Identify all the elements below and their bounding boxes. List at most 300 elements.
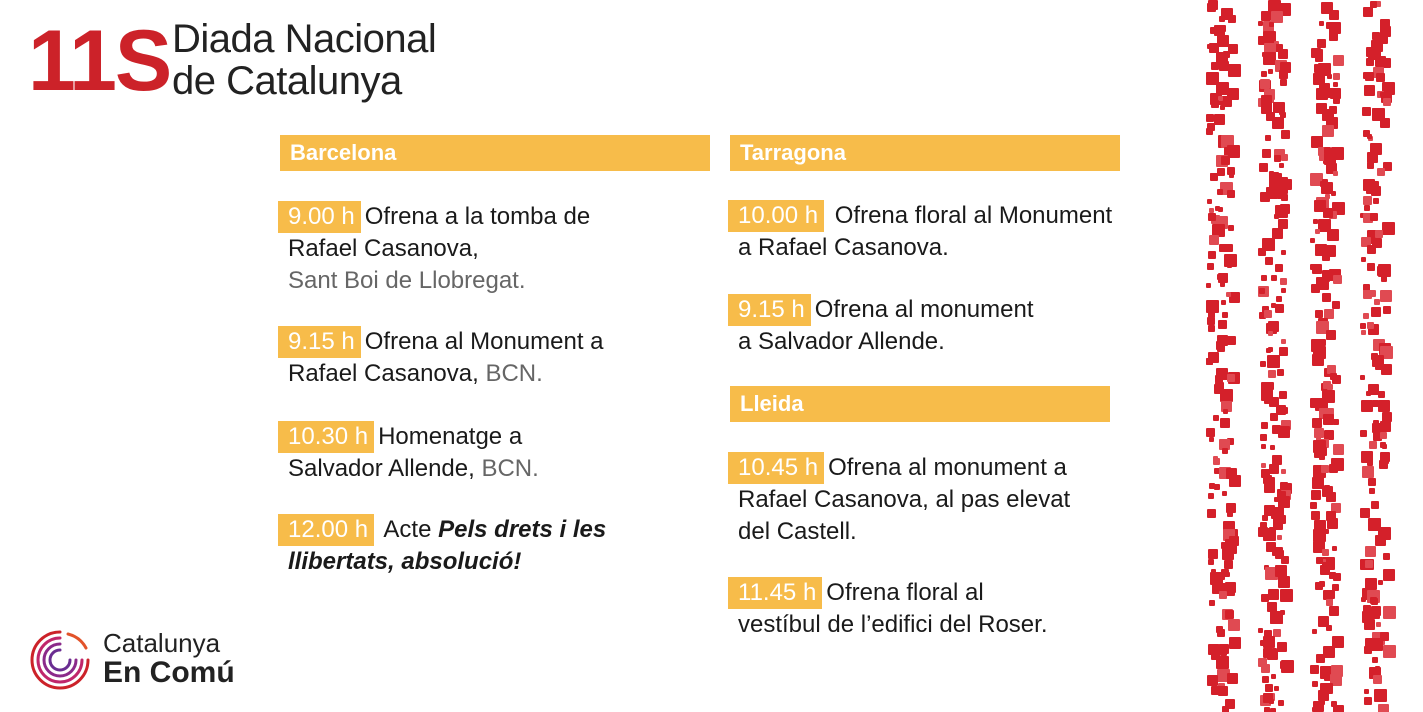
pattern-square	[1374, 299, 1380, 305]
pattern-square	[1361, 330, 1366, 335]
pattern-square	[1214, 114, 1225, 125]
pattern-square	[1264, 310, 1272, 318]
pattern-square	[1211, 100, 1219, 108]
pattern-square	[1371, 610, 1380, 619]
pattern-square	[1379, 460, 1388, 469]
pattern-square	[1213, 415, 1219, 421]
pattern-square	[1371, 307, 1381, 317]
pattern-square	[1327, 365, 1336, 374]
pattern-square	[1221, 156, 1230, 165]
pattern-square	[1207, 44, 1212, 49]
pattern-square	[1227, 511, 1233, 517]
pattern-square	[1227, 190, 1235, 198]
event-text: Rafael Casanova, al pas elevat	[738, 486, 1071, 513]
pattern-square	[1366, 58, 1374, 66]
pattern-square	[1278, 576, 1290, 588]
event-text: Rafael Casanova,	[288, 235, 479, 262]
pattern-square	[1209, 208, 1214, 213]
pattern-square	[1258, 248, 1266, 256]
event-time: 10.00 h	[728, 200, 824, 232]
pattern-square	[1208, 251, 1216, 259]
pattern-square	[1329, 32, 1338, 41]
pattern-square	[1319, 454, 1325, 460]
pattern-square	[1375, 56, 1386, 67]
pattern-square	[1269, 0, 1281, 12]
pattern-square	[1278, 49, 1288, 59]
pattern-square	[1209, 483, 1215, 489]
event-item	[288, 326, 604, 390]
pattern-square	[1371, 186, 1381, 196]
pattern-square	[1367, 152, 1378, 163]
pattern-square	[1208, 559, 1214, 565]
pattern-square	[1364, 646, 1372, 654]
event-item	[288, 421, 539, 485]
pattern-square	[1262, 52, 1267, 57]
pattern-square	[1271, 674, 1276, 679]
pattern-square	[1261, 594, 1269, 602]
event-time: 9.00 h	[278, 201, 361, 233]
event-time: 10.30 h	[278, 421, 374, 453]
pattern-square	[1383, 553, 1390, 560]
pattern-square	[1365, 560, 1373, 568]
pattern-square	[1227, 374, 1235, 382]
pattern-square	[1381, 364, 1392, 375]
pattern-square	[1324, 674, 1331, 681]
pattern-square	[1316, 55, 1323, 62]
pattern-square	[1328, 116, 1334, 122]
pattern-square	[1326, 22, 1333, 29]
pattern-square	[1370, 213, 1378, 221]
event-place: Sant Boi de Llobregat.	[288, 267, 526, 294]
pattern-square	[1206, 428, 1215, 437]
pattern-square	[1373, 198, 1379, 204]
event-text: a Rafael Casanova.	[738, 234, 949, 261]
pattern-square	[1383, 569, 1395, 581]
pattern-square	[1326, 492, 1336, 502]
event-item	[738, 200, 1112, 264]
pattern-square	[1372, 657, 1378, 663]
pattern-square	[1367, 162, 1374, 169]
pattern-square	[1275, 522, 1283, 530]
pattern-square	[1280, 79, 1287, 86]
pattern-square	[1264, 505, 1275, 516]
pattern-square	[1360, 375, 1365, 380]
pattern-square	[1226, 292, 1231, 297]
pattern-square	[1325, 486, 1330, 491]
pattern-square	[1361, 400, 1373, 412]
pattern-square	[1269, 171, 1274, 176]
pattern-square	[1278, 122, 1284, 128]
pattern-square	[1269, 464, 1279, 474]
pattern-square	[1220, 389, 1233, 402]
spiral-logo-icon	[28, 628, 92, 692]
logo-text-line2: En Comú	[103, 656, 235, 689]
pattern-square	[1277, 642, 1287, 652]
pattern-square	[1214, 25, 1225, 36]
pattern-square	[1270, 708, 1276, 712]
pattern-square	[1222, 448, 1228, 454]
event-item	[738, 577, 1048, 641]
pattern-square	[1363, 284, 1370, 291]
pattern-square	[1362, 466, 1374, 478]
pattern-square	[1274, 155, 1281, 162]
event-title: llibertats, absolució!	[288, 548, 522, 575]
pattern-square	[1278, 700, 1284, 706]
pattern-square	[1366, 47, 1376, 57]
pattern-square	[1281, 556, 1289, 564]
event-text: Ofrena al monument	[814, 296, 1034, 323]
pattern-square	[1221, 300, 1226, 305]
pattern-square	[1333, 444, 1344, 455]
event-text: vestíbul de l’edifici del Roser.	[738, 611, 1048, 638]
pattern-square	[1332, 546, 1337, 551]
pattern-square	[1369, 441, 1377, 449]
pattern-square	[1273, 426, 1278, 431]
pattern-square	[1225, 572, 1230, 577]
event-text: Ofrena al monument a	[828, 454, 1067, 481]
pattern-square	[1207, 509, 1216, 518]
pattern-square	[1270, 413, 1278, 421]
pattern-square	[1310, 665, 1319, 674]
pattern-square	[1228, 619, 1240, 631]
pattern-square	[1322, 253, 1330, 261]
event-time: 11.45 h	[728, 577, 822, 609]
event-time: 10.45 h	[728, 452, 824, 484]
pattern-square	[1268, 589, 1279, 600]
pattern-square	[1211, 62, 1219, 70]
pattern-square	[1320, 181, 1326, 187]
decorative-pattern	[1200, 0, 1420, 712]
pattern-square	[1264, 11, 1269, 16]
pattern-square	[1329, 10, 1339, 20]
pattern-square	[1333, 705, 1344, 712]
pattern-square	[1223, 51, 1230, 58]
pattern-square	[1264, 707, 1270, 712]
pattern-square	[1322, 562, 1327, 567]
pattern-square	[1259, 288, 1265, 294]
pattern-square	[1263, 648, 1273, 658]
pattern-square	[1363, 313, 1369, 319]
pattern-square	[1261, 422, 1268, 429]
pattern-square	[1383, 306, 1391, 314]
pattern-square	[1219, 16, 1225, 22]
event-text: Acte	[383, 516, 432, 543]
pattern-square	[1329, 606, 1339, 616]
pattern-square	[1269, 527, 1274, 532]
pattern-square	[1368, 478, 1376, 486]
pattern-square	[1228, 225, 1234, 231]
pattern-square	[1372, 423, 1382, 433]
pattern-square	[1271, 275, 1277, 281]
event-text: Rafael Casanova,	[288, 360, 479, 387]
pattern-square	[1372, 400, 1379, 407]
pattern-square	[1258, 628, 1263, 633]
event-place: BCN.	[485, 360, 543, 387]
pattern-square	[1326, 599, 1333, 606]
pattern-square	[1206, 283, 1211, 288]
pattern-square	[1321, 465, 1329, 473]
pattern-square	[1314, 428, 1324, 438]
pattern-square	[1281, 469, 1286, 474]
pattern-square	[1382, 412, 1392, 422]
pattern-square	[1367, 245, 1376, 254]
pattern-square	[1361, 257, 1366, 262]
pattern-square	[1265, 135, 1271, 141]
pattern-square	[1315, 310, 1323, 318]
pattern-square	[1206, 114, 1214, 122]
event-time: 12.00 h	[278, 514, 374, 546]
pattern-square	[1229, 475, 1241, 487]
pattern-square	[1315, 229, 1320, 234]
pattern-square	[1360, 323, 1366, 329]
pattern-square	[1370, 1, 1377, 8]
pattern-square	[1207, 199, 1212, 204]
pattern-square	[1207, 263, 1214, 270]
pattern-square	[1207, 3, 1216, 12]
pattern-square	[1330, 373, 1337, 380]
pattern-square	[1279, 109, 1285, 115]
pattern-square	[1376, 73, 1385, 82]
pattern-square	[1208, 213, 1216, 221]
pattern-square	[1310, 238, 1315, 243]
pattern-square	[1259, 163, 1268, 172]
pattern-square	[1226, 610, 1232, 616]
pattern-square	[1333, 73, 1340, 80]
event-item	[738, 452, 1070, 548]
pattern-square	[1279, 391, 1287, 399]
pattern-square	[1332, 584, 1339, 591]
pattern-square	[1333, 171, 1338, 176]
event-item	[288, 514, 606, 578]
pattern-square	[1281, 288, 1286, 293]
pattern-square	[1313, 529, 1326, 542]
pattern-square	[1365, 72, 1374, 81]
pattern-square	[1377, 168, 1385, 176]
pattern-square	[1268, 321, 1279, 332]
pattern-square	[1371, 598, 1378, 605]
pattern-square	[1322, 293, 1331, 302]
pattern-square	[1316, 706, 1322, 712]
pattern-square	[1227, 673, 1238, 684]
pattern-square	[1208, 549, 1218, 559]
pattern-square	[1366, 391, 1371, 396]
pattern-square	[1360, 508, 1370, 518]
pattern-square	[1312, 354, 1324, 366]
pattern-square	[1269, 22, 1274, 27]
event-text: Ofrena floral al	[826, 579, 984, 606]
pattern-square	[1333, 275, 1342, 284]
pattern-square	[1333, 55, 1344, 66]
pattern-square	[1371, 501, 1379, 509]
pattern-square	[1274, 686, 1279, 691]
pattern-square	[1220, 649, 1227, 656]
pattern-square	[1369, 488, 1375, 494]
page-title	[172, 18, 436, 102]
pattern-square	[1218, 96, 1223, 101]
pattern-square	[1228, 15, 1236, 23]
pattern-square	[1215, 375, 1223, 383]
pattern-square	[1281, 154, 1288, 161]
pattern-square	[1219, 61, 1229, 71]
pattern-square	[1206, 358, 1213, 365]
event-text: Ofrena floral al Monument	[834, 202, 1113, 229]
pattern-square	[1316, 557, 1323, 564]
pattern-square	[1206, 128, 1213, 135]
event-item	[288, 201, 590, 297]
pattern-square	[1208, 675, 1215, 682]
pattern-square	[1268, 69, 1273, 74]
pattern-square	[1378, 400, 1390, 412]
pattern-square	[1312, 681, 1318, 687]
page-title-line2: de Catalunya	[172, 59, 402, 103]
pattern-square	[1272, 228, 1283, 239]
pattern-square	[1332, 301, 1340, 309]
pattern-square	[1275, 565, 1287, 577]
pattern-square	[1280, 278, 1287, 285]
pattern-square	[1268, 370, 1276, 378]
pattern-square	[1326, 625, 1332, 631]
pattern-square	[1374, 689, 1387, 702]
pattern-square	[1213, 456, 1218, 461]
pattern-square	[1277, 369, 1284, 376]
pattern-square	[1266, 348, 1271, 353]
pattern-square	[1262, 149, 1271, 158]
pattern-square	[1375, 230, 1383, 238]
pattern-square	[1367, 263, 1375, 271]
pattern-square	[1216, 341, 1225, 350]
pattern-square	[1380, 290, 1392, 302]
pattern-square	[1364, 85, 1375, 96]
pattern-square	[1276, 296, 1282, 302]
pattern-square	[1375, 535, 1386, 546]
section-title-barcelona: Barcelona	[280, 135, 710, 171]
pattern-square	[1363, 290, 1372, 299]
pattern-square	[1265, 684, 1273, 692]
pattern-square	[1333, 82, 1338, 87]
pattern-square	[1261, 382, 1269, 390]
pattern-square	[1217, 168, 1225, 176]
pattern-square	[1261, 444, 1266, 449]
pattern-square	[1217, 629, 1225, 637]
pattern-square	[1319, 699, 1325, 705]
pattern-square	[1363, 196, 1372, 205]
pattern-square	[1260, 640, 1266, 646]
pattern-square	[1323, 208, 1333, 218]
pattern-square	[1225, 244, 1233, 252]
pattern-square	[1279, 347, 1288, 356]
pattern-square	[1322, 125, 1334, 137]
pattern-square	[1279, 163, 1284, 168]
pattern-square	[1326, 330, 1336, 340]
pattern-square	[1222, 312, 1228, 318]
pattern-square	[1229, 637, 1241, 649]
pattern-square	[1311, 284, 1320, 293]
pattern-square	[1376, 622, 1381, 627]
pattern-square	[1270, 445, 1275, 450]
pattern-square	[1313, 219, 1318, 224]
pattern-square	[1327, 229, 1339, 241]
pattern-square	[1258, 527, 1268, 537]
pattern-square	[1216, 656, 1229, 669]
pattern-square	[1267, 602, 1277, 612]
pattern-square	[1373, 675, 1382, 684]
pattern-square	[1375, 363, 1382, 370]
pattern-square	[1210, 173, 1218, 181]
pattern-square	[1319, 339, 1326, 346]
pattern-square	[1364, 697, 1372, 705]
pattern-square	[1319, 245, 1326, 252]
event-time: 9.15 h	[278, 326, 361, 358]
pattern-square	[1208, 493, 1214, 499]
pattern-square	[1274, 616, 1279, 621]
pattern-square	[1364, 205, 1370, 211]
pattern-square	[1273, 629, 1281, 637]
pattern-square	[1281, 339, 1286, 344]
pattern-square	[1261, 463, 1266, 468]
pattern-square	[1329, 464, 1338, 473]
pattern-square	[1380, 442, 1386, 448]
pattern-square	[1281, 250, 1286, 255]
pattern-square	[1261, 71, 1267, 77]
pattern-square	[1327, 518, 1338, 529]
section-title-tarragona: Tarragona	[730, 135, 1120, 171]
pattern-square	[1222, 706, 1229, 712]
pattern-square	[1281, 130, 1290, 139]
pattern-square	[1217, 189, 1223, 195]
pattern-square	[1261, 664, 1270, 673]
pattern-square	[1222, 491, 1227, 496]
event-text: Salvador Allende,	[288, 455, 475, 482]
pattern-square	[1223, 409, 1228, 414]
pattern-square	[1265, 257, 1273, 265]
pattern-square	[1269, 699, 1274, 704]
pattern-square	[1224, 560, 1233, 569]
pattern-square	[1324, 309, 1334, 319]
pattern-square	[1281, 660, 1294, 673]
pattern-square	[1258, 21, 1263, 26]
pattern-square	[1272, 455, 1282, 465]
pattern-square	[1367, 322, 1374, 329]
pattern-square	[1312, 418, 1322, 428]
event-text: del Castell.	[738, 518, 857, 545]
pattern-square	[1319, 21, 1324, 26]
pattern-square	[1280, 589, 1293, 602]
pattern-square	[1361, 597, 1366, 602]
pattern-square	[1227, 263, 1232, 268]
pattern-square	[1274, 214, 1279, 219]
pattern-square	[1328, 565, 1333, 570]
pattern-square	[1219, 591, 1227, 599]
pattern-square	[1278, 219, 1288, 229]
pattern-square	[1228, 64, 1241, 77]
pattern-square	[1381, 276, 1387, 282]
page-title-line1: Diada Nacional	[172, 17, 437, 61]
pattern-square	[1267, 355, 1280, 368]
pattern-square	[1209, 600, 1215, 606]
header-badge: 11S	[28, 13, 171, 109]
pattern-square	[1326, 590, 1335, 599]
pattern-square	[1220, 105, 1225, 110]
pattern-square	[1260, 79, 1270, 89]
pattern-square	[1378, 264, 1391, 277]
pattern-square	[1220, 418, 1230, 428]
pattern-square	[1333, 419, 1339, 425]
pattern-square	[1367, 134, 1372, 139]
pattern-square	[1331, 191, 1336, 196]
pattern-square	[1275, 264, 1283, 272]
pattern-square	[1383, 606, 1396, 619]
pattern-square	[1382, 222, 1395, 235]
